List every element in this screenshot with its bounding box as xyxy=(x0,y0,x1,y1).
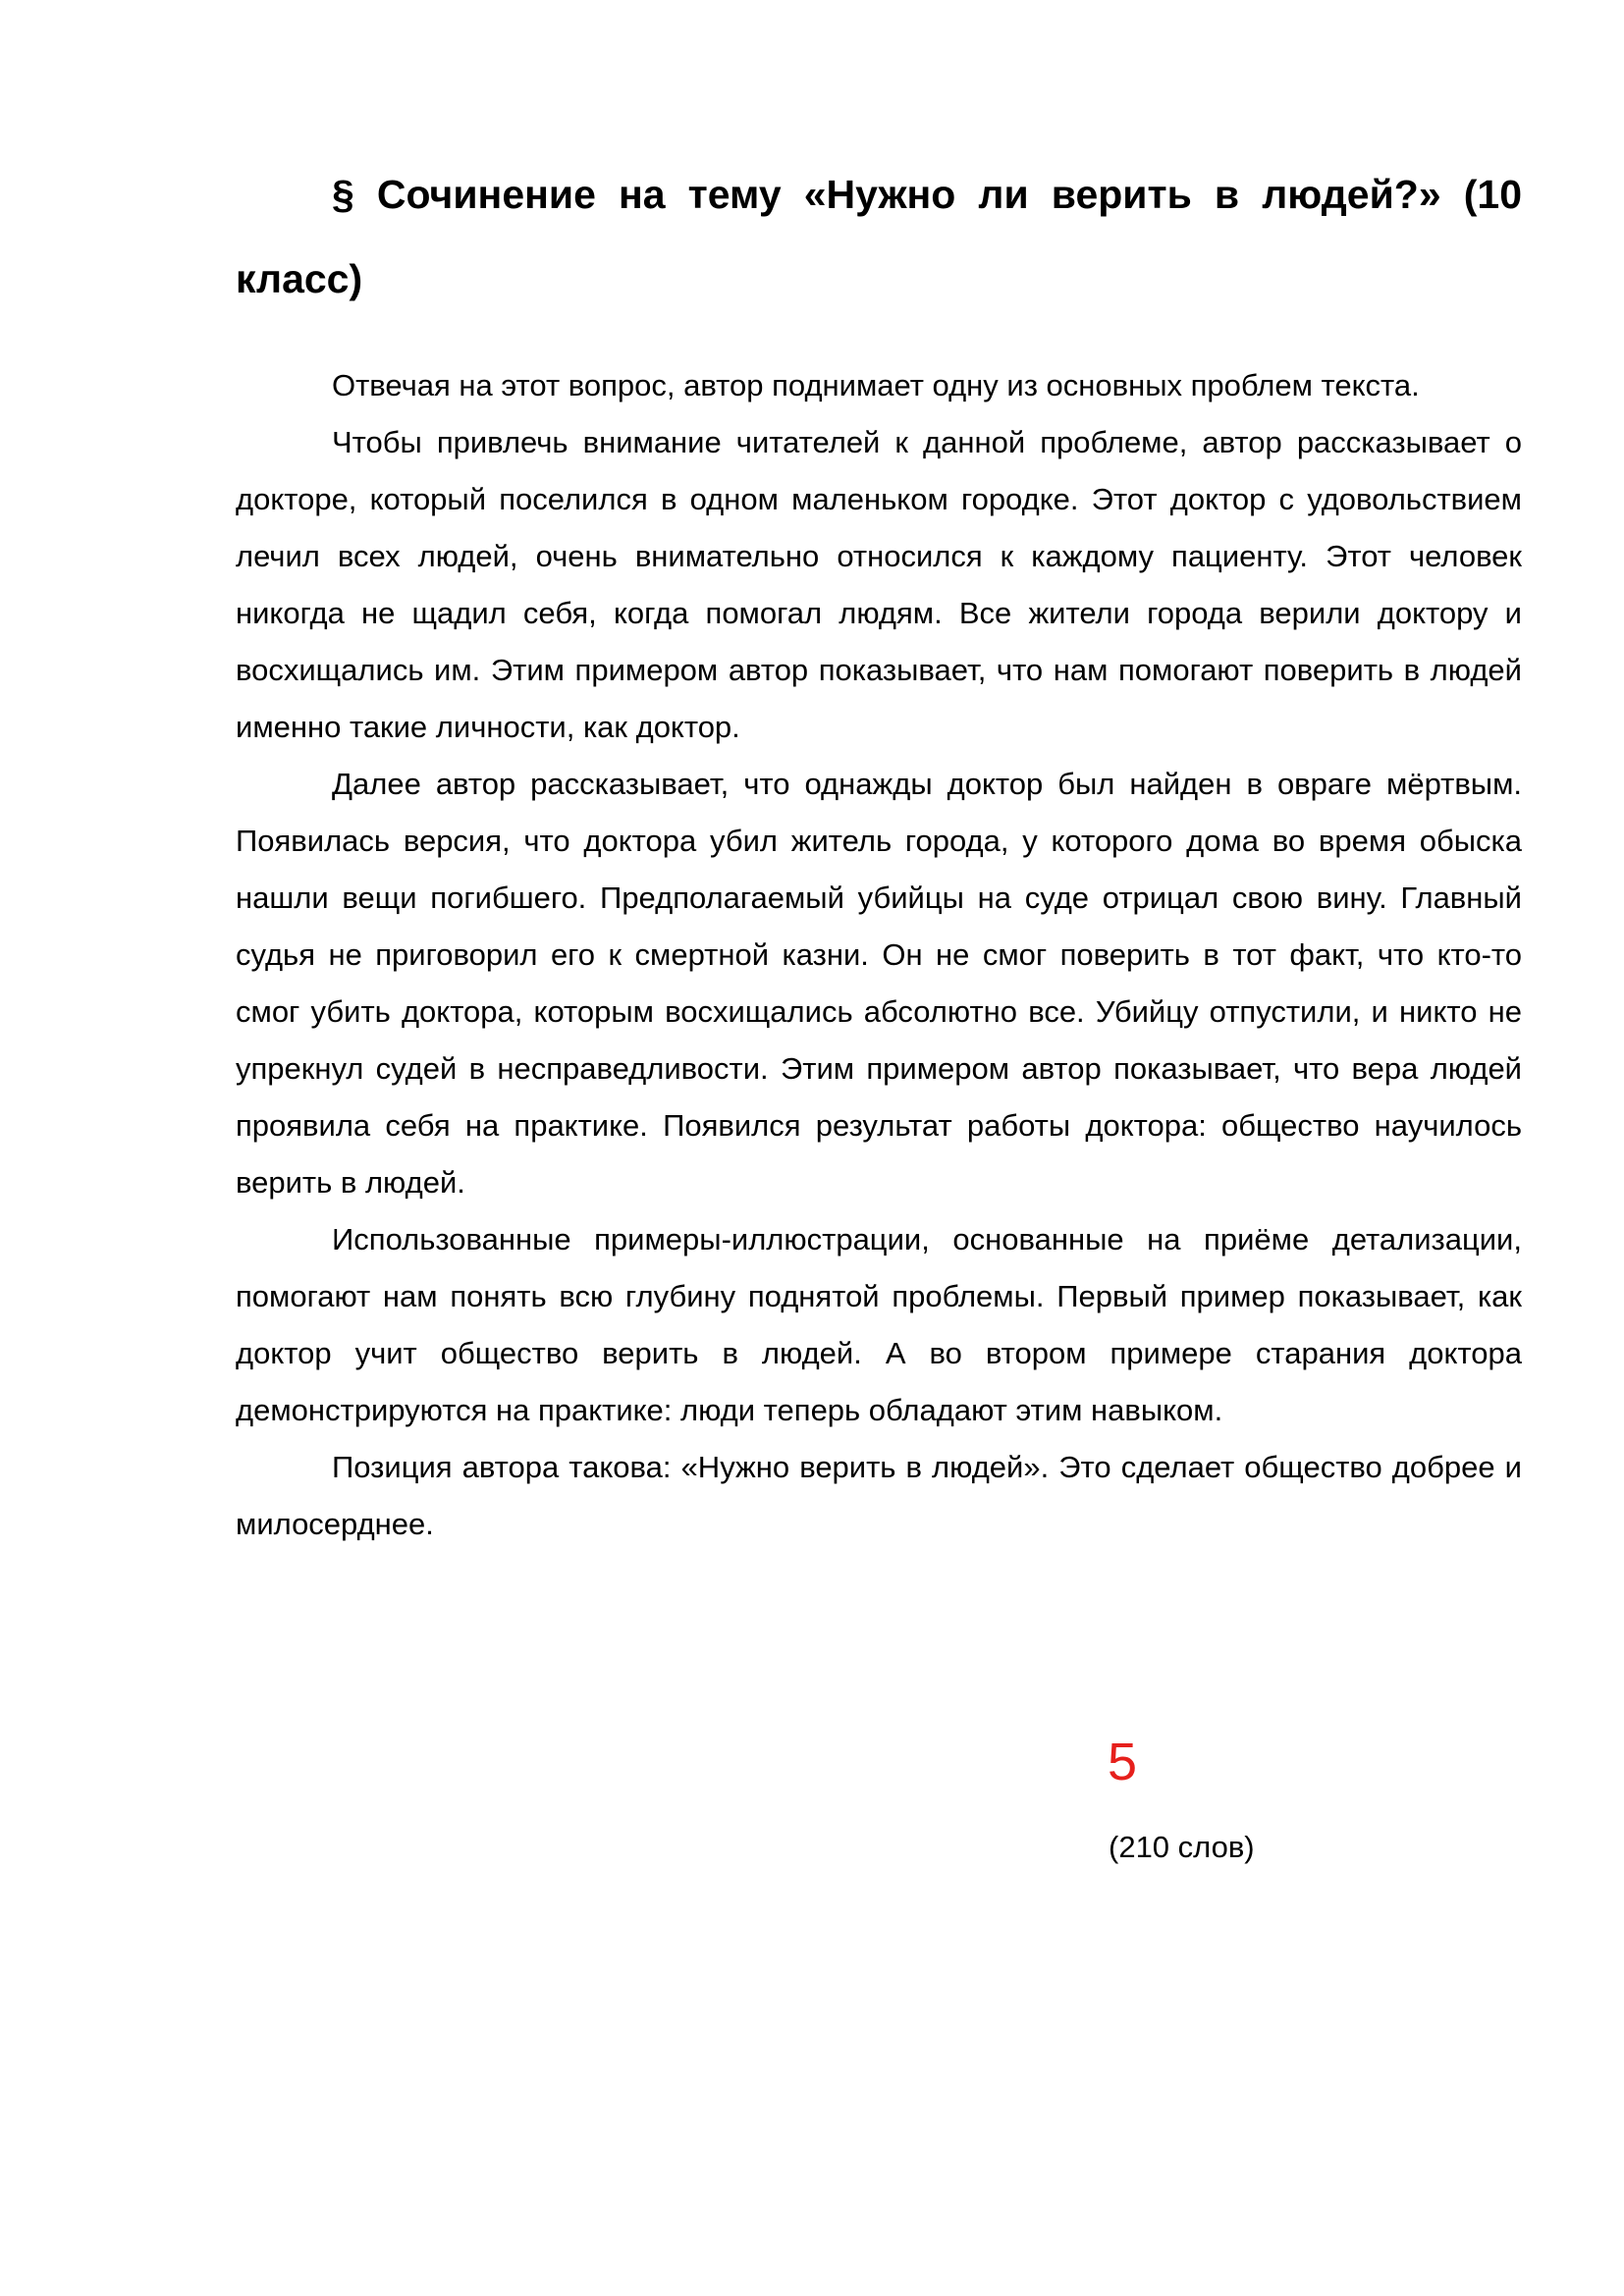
grade-mark: 5 xyxy=(1108,1733,1138,1791)
essay-title: § Сочинение на тему «Нужно ли верить в людей?» (10 класс) xyxy=(236,172,1522,301)
essay-paragraph-2: Чтобы привлечь внимание читателей к данной проблеме, автор рассказывает о докторе, который поселился в одном маленьком городке. Этот доктор с удовольствием лечил всех людей, очень внимательно относился к каждому пациенту. Этот человек никогда не щадил себя, когда помогал людям. Все жители города верили доктору и восхищались им. Этим примером автор показывает, что нам помогают поверить в людей именно такие личности, как доктор. xyxy=(236,425,1522,744)
word-count: (210 слов) xyxy=(1109,1830,1255,1864)
essay-paragraph-4: Использованные примеры-иллюстрации, основанные на приёме детализации, помогают нам понять всю глубину поднятой проблемы. Первый пример показывает, как доктор учит общество верить в людей. А во втором примере старания доктора демонстрируются на практике: люди теперь обладают этим навыком. xyxy=(236,1222,1522,1427)
essay-paragraph-1: Отвечая на этот вопрос, автор поднимает одну из основных проблем текста. xyxy=(332,368,1420,402)
essay-paragraph-3: Далее автор рассказывает, что однажды доктор был найден в овраге мёртвым. Появилась версия, что доктора убил житель города, у которого дома во время обыска нашли вещи погибшего. Предполагаемый убийцы на суде отрицал свою вину. Главный судья не приговорил его к смертной казни. Он не смог поверить в тот факт, что кто-то смог убить доктора, которым восхищались абсолютно все. Убийцу отпустили, и никто не упрекнул судей в несправедливости. Этим примером автор показывает, что вера людей проявила себя на практике. Появился результат работы доктора: общество научилось верить в людей. xyxy=(236,767,1522,1200)
essay-body xyxy=(236,357,1522,1553)
essay-paragraph-5: Позиция автора такова: «Нужно верить в людей». Это сделает общество добрее и милосерднее. xyxy=(236,1450,1522,1541)
